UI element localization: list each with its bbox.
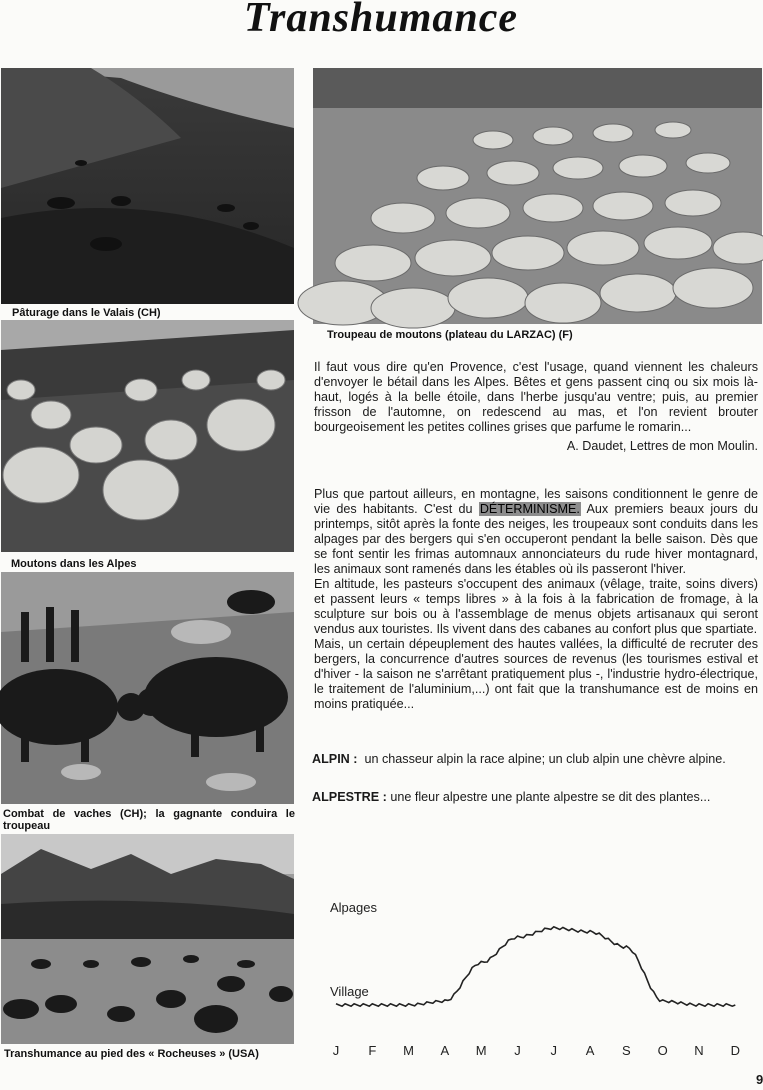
definition-alpestre: [312, 790, 756, 805]
month-tick-label: O: [657, 1043, 668, 1058]
chart-series-line: [336, 927, 735, 1006]
month-tick-label: J: [550, 1043, 558, 1058]
quote-text: Il faut vous dire qu'en Provence, c'est l'usage, quand viennent les chaleurs d'envoyer le bétail dans les Alpes. Bêtes et gens passent cinq ou six mois là-haut, logés à la belle étoile, dans l'herbe jusqu'au ventre; puis, au premier frisson de l'automne, on redescend au mas, et l'on revient brouter bourgeoisement les petites collines grises que parfume le romarin...: [314, 360, 758, 434]
quote-attribution: A. Daudet, Lettres de mon Moulin.: [566, 439, 758, 453]
month-tick-label: J: [332, 1043, 340, 1058]
photo-valais-pasture: [1, 68, 294, 304]
month-tick-label: D: [730, 1043, 740, 1058]
definition-term: ALPIN :: [312, 752, 358, 766]
month-tick-label: S: [622, 1043, 631, 1058]
transhumance-chart: [322, 890, 752, 1060]
photo-cow-fight: [1, 572, 294, 804]
month-tick-label: M: [475, 1043, 487, 1058]
month-tick-label: F: [368, 1043, 377, 1058]
chart-label-alpages: Alpages: [330, 900, 377, 915]
definition-term: ALPESTRE :: [312, 790, 387, 804]
month-tick-label: N: [694, 1043, 704, 1058]
definition-text: un chasseur alpin la race alpine; un club alpin une chèvre alpine.: [364, 752, 726, 766]
caption-larzac: Troupeau de moutons (plateau du LARZAC) (F): [327, 329, 573, 341]
page-title: Transhumance: [243, 0, 519, 41]
definition-alpin: [312, 752, 756, 767]
quote-block: [314, 360, 758, 454]
caption-valais: Pâturage dans le Valais (CH): [12, 307, 161, 319]
body-paragraph-2: En altitude, les pasteurs s'occupent des animaux (vêlage, traite, soins divers) et passent leurs « temps libres » à la fois à la fabrication de fromage, à la sculpture sur bois ou à l'assemblage de menus objets artisanaux qui seront vendus aux touristes. Ils vivent dans des cabanes au confort plus que spartiate.: [314, 577, 758, 636]
body-paragraph-3: Mais, un certain dépeuplement des hautes vallées, la difficulté de recruter des bergers, la concurrence d'autres sources de revenus (les tourismes estival et d'hiver - la saison ne s'arrêtant pratiquement plus -, l'industrie hydro-électrique, le traitement de l'aluminium,...) ont fait que la transhumance est de moins en moins pratiquée...: [314, 637, 758, 711]
body-text: [314, 487, 758, 712]
highlighted-term: DÉTERMINISME.: [479, 502, 580, 516]
caption-rocheuses: Transhumance au pied des « Rocheuses » (USA): [4, 1048, 259, 1060]
month-tick-label: A: [440, 1043, 450, 1058]
photo-alps-sheep: [1, 320, 294, 552]
photo-rockies: [1, 834, 294, 1044]
month-tick-label: M: [403, 1043, 415, 1058]
photo-larzac-sheep: [313, 68, 762, 324]
body-paragraph-1: Plus que partout ailleurs, en montagne, les saisons conditionnent le genre de vie des habitants. C'est du DÉTERMINISME. Aux premiers beaux jours du printemps, sitôt après la fonte des neiges, les troupeaux sont conduits dans les alpages par des bergers qui s'en occuperont pendant la belle saison. Dès que se font sentir les frimas automnaux annonciateurs du rude hiver montagnard, les animaux sont ramenés dans les étables où ils passeront l'hiver.: [314, 487, 758, 576]
caption-alpes: Moutons dans les Alpes: [11, 558, 137, 570]
definition-text: une fleur alpestre une plante alpestre se dit des plantes...: [390, 790, 711, 804]
page-number: 9: [756, 1072, 763, 1087]
chart-label-village: Village: [330, 984, 369, 999]
month-tick-label: A: [585, 1043, 595, 1058]
caption-combat: Combat de vaches (CH); la gagnante conduira le troupeau: [3, 808, 295, 832]
month-tick-label: J: [514, 1043, 521, 1058]
